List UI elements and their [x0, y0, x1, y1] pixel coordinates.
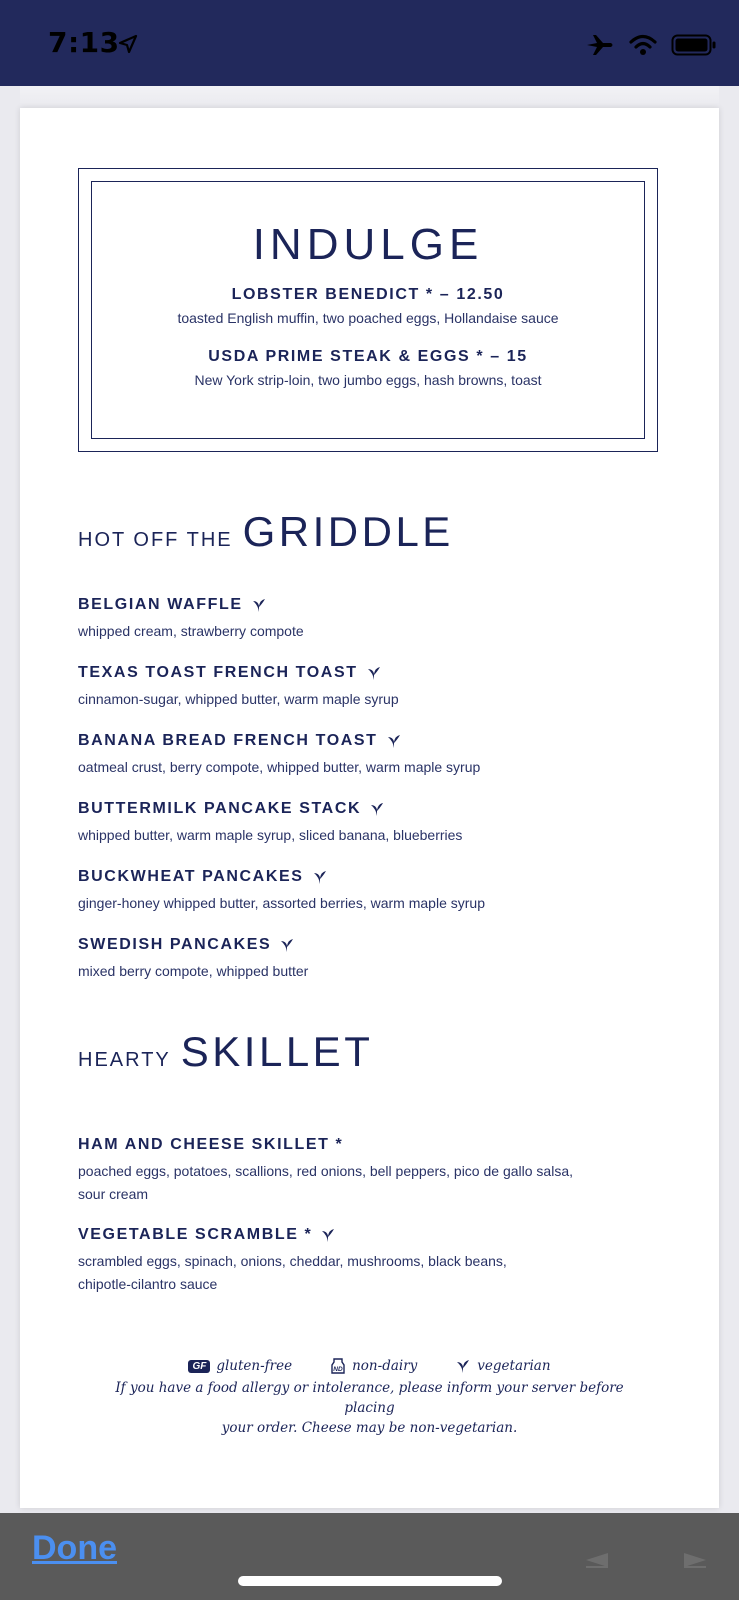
- airplane-icon: [585, 33, 615, 57]
- menu-item: [78, 868, 678, 915]
- svg-text:ND: ND: [333, 1366, 343, 1373]
- home-indicator[interactable]: [238, 1576, 502, 1586]
- next-page-icon[interactable]: [682, 1551, 708, 1569]
- menu-item-name: BANANA BREAD FRENCH TOAST: [78, 732, 378, 749]
- menu-page[interactable]: [20, 108, 719, 1508]
- menu-item-description: whipped cream, strawberry compote: [78, 623, 304, 639]
- vegetarian-icon: [279, 937, 295, 953]
- vegetarian-icon: [312, 869, 328, 885]
- legend-vegetarian: [455, 1358, 550, 1374]
- menu-item-description: sour cream: [78, 1186, 149, 1202]
- menu-item: [78, 936, 678, 983]
- menu-item-name: VEGETABLE SCRAMBLE *: [78, 1226, 313, 1243]
- menu-item-name: TEXAS TOAST FRENCH TOAST: [78, 664, 358, 681]
- menu-item-description: whipped butter, warm maple syrup, sliced banana, blueberries: [78, 827, 463, 843]
- done-button[interactable]: Done: [32, 1529, 117, 1567]
- menu-item-name: HAM AND CHEESE SKILLET *: [78, 1136, 344, 1153]
- dietary-legend: [20, 1358, 719, 1438]
- status-icons: [585, 32, 717, 58]
- menu-item-name: BELGIAN WAFFLE: [78, 596, 243, 613]
- menu-item-description: New York strip-loin, two jumbo eggs, hash browns, toast: [194, 372, 542, 388]
- menu-item: [78, 732, 678, 779]
- skillet-heading: [78, 1028, 373, 1076]
- menu-item-description: cinnamon-sugar, whipped butter, warm maple syrup: [78, 691, 399, 707]
- vegetarian-icon: [369, 801, 385, 817]
- menu-item-description: mixed berry compote, whipped butter: [78, 963, 309, 979]
- menu-item-name: LOBSTER BENEDICT * – 12.50: [231, 286, 505, 303]
- menu-item: [78, 1136, 678, 1206]
- menu-item: [78, 664, 678, 711]
- status-time: 7:13: [48, 26, 120, 59]
- indulge-box-inner: [91, 181, 645, 439]
- legend-non-dairy: [330, 1358, 417, 1374]
- griddle-heading: [78, 508, 454, 556]
- menu-item-description: oatmeal crust, berry compote, whipped butter, warm maple syrup: [78, 759, 481, 775]
- menu-item-description: toasted English muffin, two poached eggs, Hollandaise sauce: [177, 310, 559, 326]
- previous-page-icon[interactable]: [584, 1551, 610, 1569]
- battery-icon: [671, 34, 717, 56]
- menu-item-name: BUTTERMILK PANCAKE STACK: [78, 800, 362, 817]
- vegetarian-icon: [320, 1227, 336, 1243]
- vegetarian-icon: [386, 733, 402, 749]
- indulge-title: INDULGE: [252, 220, 484, 269]
- menu-item: [78, 800, 678, 847]
- status-bar: [0, 0, 739, 86]
- vegetarian-icon: [455, 1358, 471, 1374]
- menu-item: [78, 596, 678, 643]
- wifi-icon: [629, 34, 657, 56]
- bottom-toolbar: [0, 1513, 739, 1600]
- section-heading-small: HEARTY: [78, 1049, 171, 1071]
- section-heading-small: HOT OFF THE: [78, 529, 233, 551]
- vegetarian-icon: [251, 597, 267, 613]
- gluten-free-icon: GF: [188, 1360, 210, 1373]
- menu-item-description: scrambled eggs, spinach, onions, cheddar, mushrooms, black beans,: [78, 1253, 507, 1269]
- indulge-box: [78, 168, 658, 452]
- menu-item-name: SWEDISH PANCAKES: [78, 936, 272, 953]
- menu-item-name: USDA PRIME STEAK & EGGS * – 15: [208, 348, 528, 365]
- menu-item-description: ginger-honey whipped butter, assorted berries, warm maple syrup: [78, 895, 485, 911]
- page-gap: [20, 86, 719, 108]
- vegetarian-icon: [366, 665, 382, 681]
- menu-item-description: poached eggs, potatoes, scallions, red onions, bell peppers, pico de gallo salsa,: [78, 1163, 573, 1179]
- menu-item-description: chipotle-cilantro sauce: [78, 1276, 218, 1292]
- legend-label: vegetarian: [477, 1358, 551, 1374]
- allergy-note: If you have a food allergy or intolerance, please inform your server before placing your order. Cheese may be non-vegetarian.: [115, 1380, 624, 1436]
- legend-label: gluten-free: [216, 1358, 293, 1374]
- legend-label: non-dairy: [352, 1358, 418, 1374]
- section-heading-big: SKILLET: [180, 1028, 374, 1075]
- location-arrow-icon: [118, 34, 138, 54]
- section-heading-big: GRIDDLE: [242, 508, 454, 555]
- legend-gluten-free: [188, 1358, 292, 1374]
- non-dairy-icon: [330, 1358, 346, 1374]
- menu-item-name: BUCKWHEAT PANCAKES: [78, 868, 304, 885]
- menu-item: [78, 1226, 678, 1296]
